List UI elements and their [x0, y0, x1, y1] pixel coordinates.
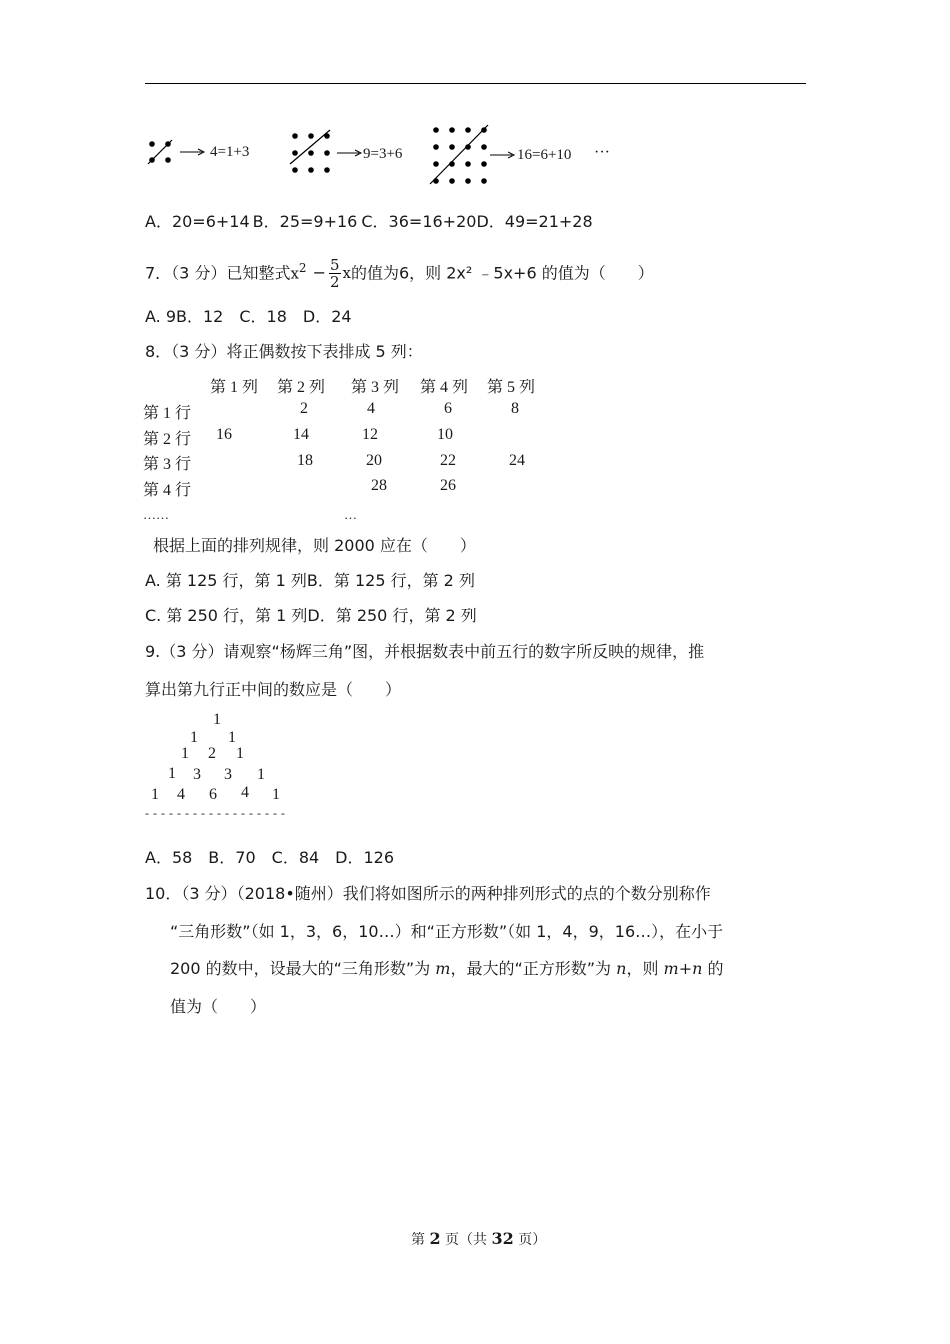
q7-prefix: 7．（3 分）已知整式	[145, 263, 291, 283]
arrow-3	[490, 152, 514, 158]
q10-line3-part-a: 200 的数中，设最大的“三角形数”为	[170, 959, 436, 978]
q10-stem-line3	[170, 959, 724, 979]
q7-options[interactable]: A. 9B．12 C．18 D．24	[145, 307, 352, 326]
row-label-1: 第 1 行	[143, 405, 192, 422]
table-cell: 26	[440, 477, 456, 494]
q10-var-m-plus-n: m+n	[663, 959, 703, 978]
triangle-number: 2	[208, 745, 216, 762]
q8-options-cd[interactable]: C. 第 250 行，第 1 列D．第 250 行，第 2 列	[145, 606, 477, 625]
q6-option-c[interactable]: C．36=16+20	[361, 212, 477, 231]
q7-stem	[145, 252, 654, 290]
table-cell: 24	[509, 452, 525, 469]
q7-fraction-denominator: 2	[329, 273, 340, 292]
q8-stem: 8．（3 分）将正偶数按下表排成 5 列：	[145, 342, 423, 361]
q7-var-x2: x	[342, 264, 351, 283]
q7-exponent: 2	[298, 261, 307, 275]
triangle-number: 1	[151, 786, 159, 803]
q6-option-b[interactable]: B．25=9+16	[252, 212, 358, 231]
table-cell: 20	[366, 452, 382, 469]
q10-var-n: n	[616, 959, 627, 978]
triangle-number: 1	[236, 745, 244, 762]
q6-option-d[interactable]: D．49=21+28	[476, 212, 593, 231]
table-cell: 18	[297, 452, 313, 469]
arrow-1	[180, 149, 204, 155]
triangle-number: 3	[193, 766, 201, 783]
dot-pattern-1	[148, 140, 172, 164]
table-cell: 2	[300, 400, 308, 417]
q7-var-x: x	[290, 264, 299, 283]
table-ellipsis-left: ……	[143, 507, 169, 522]
triangle-number: 1	[213, 711, 221, 728]
triangle-number: 4	[241, 784, 249, 801]
col-header-1: 第 1 列	[210, 379, 259, 396]
row-label-4: 第 4 行	[143, 482, 192, 499]
figure-equation-2: 9=3+6	[363, 146, 403, 162]
col-header-2: 第 2 列	[277, 379, 326, 396]
q10-line3-part-d: 的	[702, 959, 724, 978]
triangle-number: 1	[228, 729, 236, 746]
table-cell: 4	[367, 400, 375, 417]
table-cell: 16	[216, 426, 232, 443]
footer-prefix: 第	[411, 1232, 430, 1248]
q10-stem-line1: 10．（3 分）（2018•随州）我们将如图所示的两种排列形式的点的个数分别称作	[145, 884, 711, 903]
q10-line3-part-c: ，则	[626, 959, 664, 978]
table-cell: 22	[440, 452, 456, 469]
q9-stem-line1: 9.（3 分）请观察“杨辉三角”图，并根据数表中前五行的数字所反映的规律，推	[145, 642, 705, 661]
current-page-number: 2	[429, 1229, 441, 1248]
q10-stem-line2: “三角形数”（如 1，3，6，10…）和“正方形数”（如 1，4，9，16…），在小于	[170, 922, 724, 941]
figure-equation-1: 4=1+3	[210, 144, 250, 160]
figure-ellipsis: ···	[594, 144, 610, 161]
figure-equation-3: 16=6+10	[517, 147, 572, 163]
table-ellipsis-mid: …	[344, 507, 357, 522]
triangle-number: 1	[181, 745, 189, 762]
header-rule	[145, 83, 806, 84]
triangle-number: 6	[209, 786, 217, 803]
arrow-2	[337, 150, 361, 156]
q8-options-ab[interactable]: A. 第 125 行，第 1 列B．第 125 行，第 2 列	[145, 571, 475, 590]
footer-suffix: 页）	[513, 1232, 547, 1248]
table-cell: 14	[293, 426, 309, 443]
row-label-2: 第 2 行	[143, 431, 192, 448]
col-header-4: 第 4 列	[420, 379, 469, 396]
table-cell: 8	[511, 400, 519, 417]
q6-options	[145, 212, 593, 232]
q8-question: 根据上面的排列规律，则 2000 应在（ ）	[153, 536, 476, 555]
triangle-number: 1	[272, 786, 280, 803]
q10-line3-part-b: ，最大的“正方形数”为	[450, 959, 617, 978]
q7-minus: −	[312, 263, 326, 283]
triangle-number: 1	[190, 729, 198, 746]
table-cell: 6	[444, 400, 452, 417]
q7-fraction	[329, 257, 341, 290]
q10-var-m: m	[435, 959, 451, 978]
col-header-3: 第 3 列	[351, 379, 400, 396]
q6-option-a[interactable]: A．20=6+14	[145, 212, 250, 231]
page-footer	[411, 1229, 546, 1249]
col-header-5: 第 5 列	[487, 379, 536, 396]
table-cell: 10	[437, 426, 453, 443]
footer-middle: 页（共	[440, 1232, 492, 1248]
total-page-count: 32	[491, 1229, 514, 1248]
triangle-number: 1	[168, 765, 176, 782]
q10-stem-line4: 值为（ ）	[170, 997, 267, 1016]
table-cell: 12	[362, 426, 378, 443]
triangle-number: 4	[177, 786, 185, 803]
triangle-continuation: - - - - - - - - - - - - - - - - - -	[145, 806, 286, 820]
row-label-3: 第 3 行	[143, 456, 192, 473]
q7-fraction-numerator: 5	[329, 256, 340, 275]
q7-suffix: 的值为6，则 2x² ﹣5x+6 的值为（ ）	[350, 263, 654, 283]
q9-stem-line2: 算出第九行正中间的数应是（ ）	[145, 680, 402, 699]
table-cell: 28	[371, 477, 387, 494]
dot-pattern-3	[430, 125, 488, 184]
dot-pattern-2	[290, 130, 330, 173]
q9-options[interactable]: A．58 B．70 C．84 D．126	[145, 848, 395, 867]
triangle-number: 1	[257, 766, 265, 783]
triangle-number: 3	[224, 766, 232, 783]
